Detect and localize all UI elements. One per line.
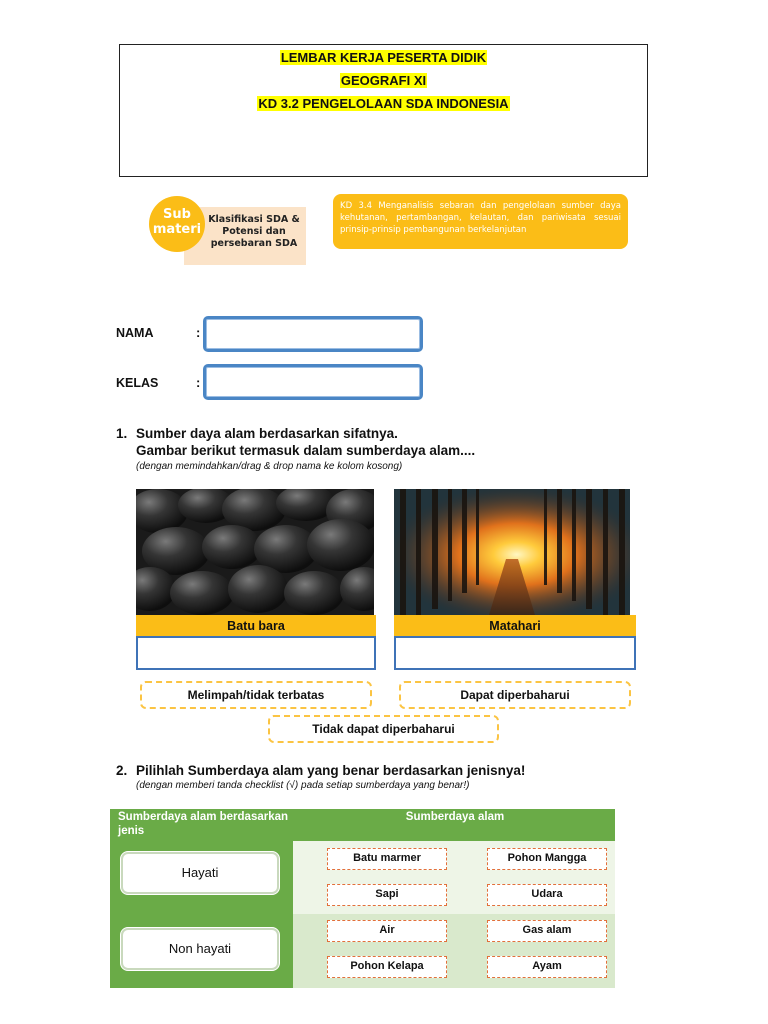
label-batu-bara: Batu bara — [136, 615, 376, 637]
question-2-title: Pilihlah Sumberdaya alam yang benar berdasarkan jenisnya! — [136, 763, 526, 778]
class-colon: : — [196, 375, 201, 390]
worksheet-header — [119, 44, 648, 177]
class-input[interactable] — [206, 367, 420, 397]
option-air[interactable]: Air — [327, 920, 447, 942]
kd-banner: KD 3.4 Menganalisis sebaran dan pengelolaan sumber daya kehutanan, pertambangan, kelautan, dan pariwisata sesuai prinsip-prinsip pembangunan berkelanjutan — [333, 194, 628, 249]
option-ayam[interactable]: Ayam — [487, 956, 607, 978]
question-2-number: 2. — [116, 763, 128, 778]
option-pohon-kelapa[interactable]: Pohon Kelapa — [327, 956, 447, 978]
chip-tidak-dapat-diperbaharui[interactable]: Tidak dapat diperbaharui — [268, 715, 499, 743]
drop-zone-batu-bara[interactable] — [136, 636, 376, 670]
category-hayati: Hayati — [121, 852, 279, 894]
table-header-category: Sumberdaya alam berdasarkan jenis — [118, 811, 289, 837]
question-1-hint: (dengan memindahkan/drag & drop nama ke kolom kosong) — [136, 461, 403, 472]
question-1-line2: Gambar berikut termasuk dalam sumberdaya alam.... — [136, 443, 476, 458]
chip-dapat-diperbaharui[interactable]: Dapat diperbaharui — [399, 681, 631, 709]
chip-melimpah[interactable]: Melimpah/tidak terbatas — [140, 681, 372, 709]
option-udara[interactable]: Udara — [487, 884, 607, 906]
sub-materi-badge: Sub materi — [149, 196, 205, 252]
option-sapi[interactable]: Sapi — [327, 884, 447, 906]
table-header-resources: Sumberdaya alam — [405, 811, 505, 823]
sub-materi-topic: Klasifikasi SDA & Potensi dan persebaran SDA — [184, 207, 306, 265]
drop-zone-matahari[interactable] — [394, 636, 636, 670]
category-non-hayati: Non hayati — [121, 928, 279, 970]
table-header — [110, 809, 615, 841]
coal-image — [136, 489, 374, 615]
name-label: NAMA — [116, 326, 154, 340]
question-1-line1: Sumber daya alam berdasarkan sifatnya. — [136, 426, 398, 441]
table-row-non-hayati — [110, 914, 615, 988]
header-kd: KD 3.2 PENGELOLAAN SDA INDONESIA — [258, 96, 509, 111]
sunlight-forest-image — [394, 489, 630, 615]
table-row-hayati — [110, 841, 615, 914]
name-input[interactable] — [206, 319, 420, 349]
class-field-frame — [203, 364, 423, 400]
option-pohon-mangga[interactable]: Pohon Mangga — [487, 848, 607, 870]
name-colon: : — [196, 325, 201, 340]
name-field-frame — [203, 316, 423, 352]
class-label: KELAS — [116, 376, 159, 390]
question-2-hint: (dengan memberi tanda checklist (√) pada setiap sumberdaya yang benar!) — [136, 780, 470, 791]
header-title: LEMBAR KERJA PESERTA DIDIK — [280, 50, 487, 65]
classification-table — [110, 809, 615, 988]
question-1-number: 1. — [116, 426, 128, 441]
label-matahari: Matahari — [394, 615, 636, 637]
option-batu-marmer[interactable]: Batu marmer — [327, 848, 447, 870]
header-subject: GEOGRAFI XI — [340, 73, 427, 88]
option-gas-alam[interactable]: Gas alam — [487, 920, 607, 942]
